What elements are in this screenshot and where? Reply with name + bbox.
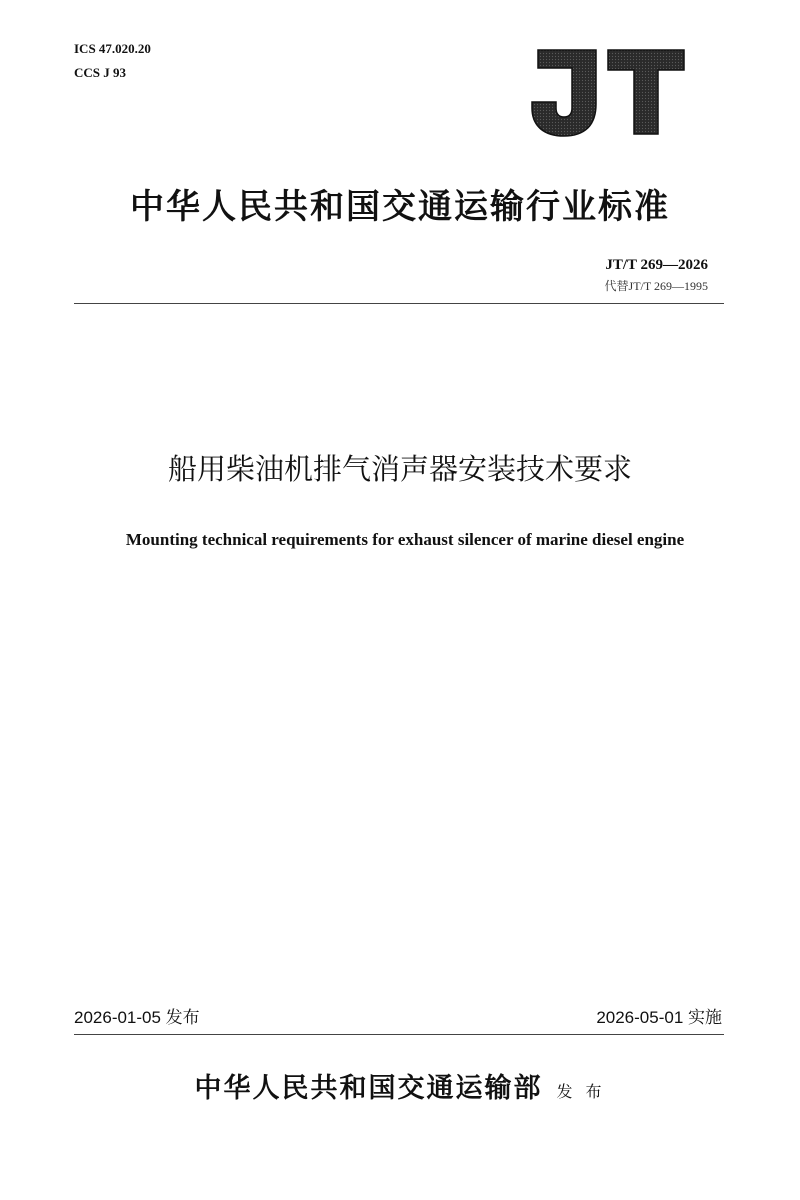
- issue-verb: 发 布: [556, 1082, 606, 1101]
- publish-date: 2026-01-05 发布: [74, 1008, 200, 1027]
- standard-category-title: 中华人民共和国交通运输行业标准: [130, 187, 670, 227]
- replaces-standard: 代替JT/T 269—1995: [604, 279, 708, 293]
- jt-logo: [530, 46, 688, 138]
- document-title-english: Mounting technical requirements for exhaust silencer of marine diesel engine: [125, 530, 685, 549]
- ics-code: ICS 47.020.20: [74, 41, 151, 56]
- classification-codes: [74, 37, 151, 85]
- top-divider: [74, 303, 724, 304]
- bottom-divider: [74, 1034, 724, 1035]
- issuing-organization: 中华人民共和国交通运输部: [194, 1073, 543, 1104]
- issuer: [0, 1066, 800, 1105]
- ccs-code: CCS J 93: [74, 65, 127, 80]
- implement-date: 2026-05-01 实施: [596, 1008, 722, 1027]
- standard-number: JT/T 269—2026: [605, 257, 708, 273]
- standard-number-block: [605, 254, 708, 296]
- document-title-chinese: 船用柴油机排气消声器安装技术要求: [167, 452, 632, 486]
